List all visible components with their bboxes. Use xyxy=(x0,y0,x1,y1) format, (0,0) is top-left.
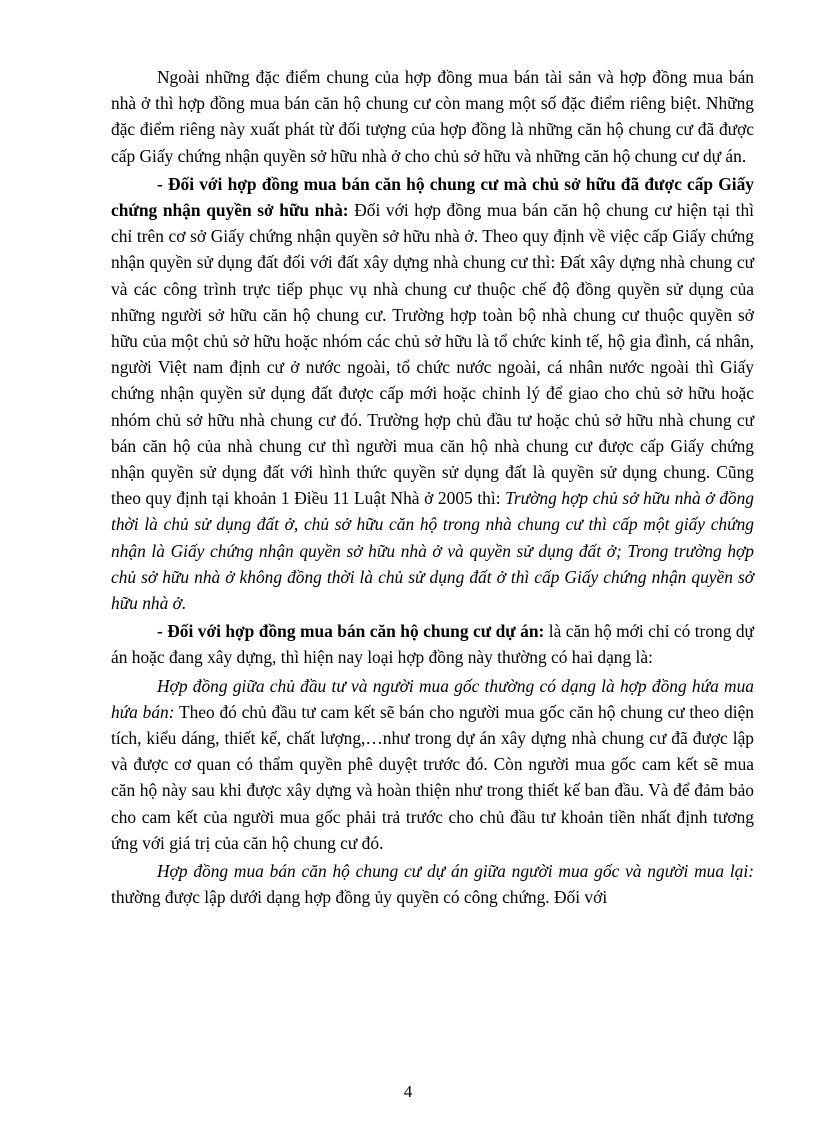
paragraph-project-apartments xyxy=(111,618,754,670)
heading-certified-apartments: - Đối với hợp đồng mua bán căn hộ chung cư mà chủ sở hữu đã được cấp Giấy chứng nhận quyền sở hữu nhà: xyxy=(111,173,754,221)
paragraph-intro-text: Ngoài những đặc điểm chung của hợp đồng mua bán tài sản và hợp đồng mua bán nhà ở thì hợp đồng mua bán căn hộ chung cư còn mang một số đặc điểm riêng biệt. Những đặc điểm riêng này xuất phát từ đối tượng của hợp đồng là những căn hộ chung cư đã được cấp Giấy chứng nhận quyền sở hữu nhà ở cho chủ sở hữu và những căn hộ chung cư dự án. xyxy=(111,67,754,166)
investor-contract-text: Theo đó chủ đầu tư cam kết sẽ bán cho người mua gốc căn hộ chung cư theo diện tích, kiểu dáng, thiết kế, chất lượng,…như trong dự án xây dựng nhà chung cư đã được lập và được cơ quan có thẩm quyền phê duyệt trước đó. Còn người mua gốc cam kết sẽ mua căn hộ này sau khi được xây dựng và hoàn thiện như trong thiết kế ban đầu. Và để đảm bảo cho cam kết của người mua gốc phải trả trước cho chủ đầu tư khoản tiền nhất định tương ứng với giá trị của căn hộ chung cư đó. xyxy=(111,701,754,853)
paragraph-certified-apartments xyxy=(111,171,754,616)
paragraph-resale-contract xyxy=(111,858,754,910)
paragraph-project-text: là căn hộ mới chỉ có trong dự án hoặc đang xây dựng, thì hiện nay loại hợp đồng này thường có hai dạng là: xyxy=(111,621,754,668)
resale-contract-title: Hợp đồng mua bán căn hộ chung cư dự án giữa người mua gốc và người mua lại: xyxy=(157,861,754,882)
paragraph-investor-contract xyxy=(111,673,754,856)
paragraph-intro xyxy=(111,64,754,169)
quoted-law-clause: Trường hợp chủ sở hữu nhà ở đồng thời là chủ sử dụng đất ở, chủ sở hữu căn hộ trong nhà chung cư thì cấp một giấy chứng nhận là Giấy chứng nhận quyền sở hữu nhà ở và quyền sử dụng đất ở; Trong trường hợp chủ sở hữu nhà ở không đồng thời là chủ sử dụng đất ở thì cấp Giấy chứng nhận quyền sở hữu nhà ở. xyxy=(111,488,754,614)
document-body xyxy=(111,64,754,911)
paragraph-certified-text: Đối với hợp đồng mua bán căn hộ chung cư hiện tại thì chỉ trên cơ sở Giấy chứng nhận quyền sở hữu nhà ở. Theo quy định về việc cấp Giấy chứng nhận quyền sử dụng đất đối với đất xây dựng nhà chung cư thì: Đất xây dựng nhà chung cư và các công trình trực tiếp phục vụ nhà chung cư thuộc chế độ đồng quyền sử dụng của những người sở hữu căn hộ chung cư. Trường hợp toàn bộ nhà chung cư thuộc quyền sở hữu của một chủ sở hữu hoặc nhóm các chủ sở hữu là tổ chức kinh tế, hộ gia đình, cá nhân, người Việt nam định cư ở nước ngoài, tổ chức nước ngoài, cá nhân nước ngoài thì Giấy chứng nhận quyền sử dụng đất được cấp mới hoặc chỉnh lý để giao cho chủ sở hữu hoặc nhóm chủ sở hữu nhà chung cư đó. Trường hợp chủ đầu tư hoặc chủ sở hữu nhà chung cư bán căn hộ của nhà chung cư thì người mua căn hộ nhà chung cư được cấp Giấy chứng nhận quyền sử dụng đất với hình thức quyền sử dụng đất là quyền sử dụng chung. Cũng theo quy định tại khoản 1 Điều 11 Luật Nhà ở 2005 thì: xyxy=(111,200,754,509)
page-number: 4 xyxy=(403,1082,413,1101)
investor-contract-title: Hợp đồng giữa chủ đầu tư và người mua gốc thường có dạng là hợp đồng hứa mua hứa bán: xyxy=(111,675,754,722)
resale-contract-text: thường được lập dưới dạng hợp đồng ủy quyền có công chứng. Đối với xyxy=(111,887,608,908)
heading-project-apartments: - Đối với hợp đồng mua bán căn hộ chung cư dự án: xyxy=(157,621,545,642)
